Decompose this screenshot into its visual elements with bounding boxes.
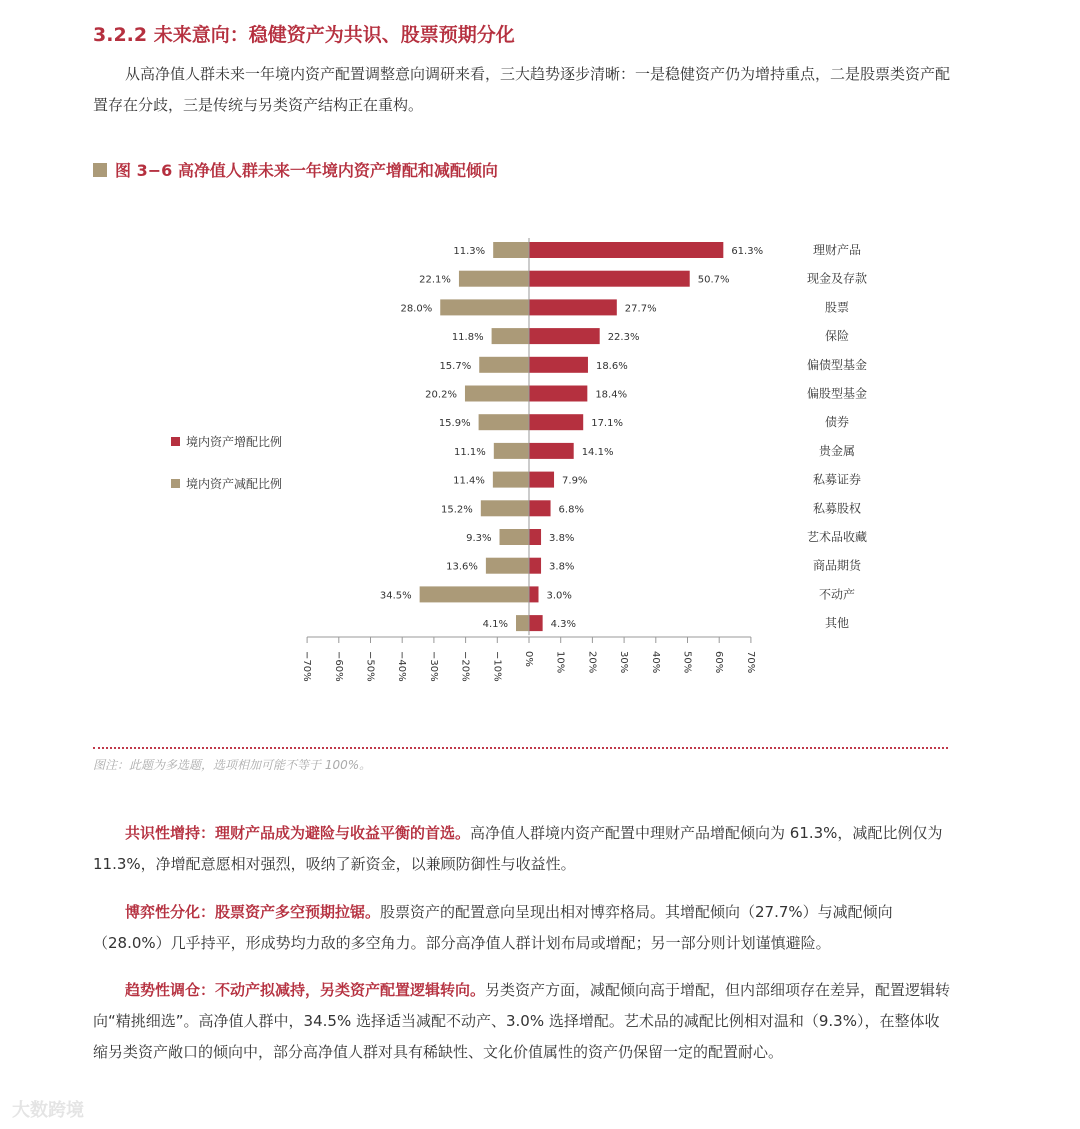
x-tick-label: −70% — [301, 651, 313, 682]
insight-lead: 共识性增持：理财产品成为避险与收益平衡的首选。 — [125, 824, 471, 842]
decrease-value-label: 15.7% — [439, 360, 472, 372]
decrease-bar — [493, 242, 529, 258]
increase-bar — [529, 558, 541, 574]
decrease-value-label: 15.9% — [438, 418, 471, 430]
category-label: 股票 — [824, 300, 850, 315]
category-label: 其他 — [824, 616, 850, 631]
decrease-value-label: 9.3% — [466, 533, 492, 544]
chart-bars — [380, 242, 867, 631]
x-tick-label: 40% — [649, 651, 661, 674]
insight-body: 高净值人群境内资产配置中理财产品增配倾向为 61.3%，减配比例仅为 11.3%，净增配意愿相对强烈，吸纳了新资金，以兼顾防御性与收益性。 — [93, 824, 943, 873]
section-heading: 3.2.2 未来意向：稳健资产为共识、股票预期分化 — [93, 24, 515, 46]
category-label: 偏债型基金 — [806, 357, 868, 372]
figure-marker-icon — [93, 163, 107, 177]
increase-value-label: 61.3% — [731, 246, 764, 257]
category-label: 保险 — [824, 329, 850, 344]
increase-value-label: 7.9% — [562, 475, 588, 487]
decrease-bar — [486, 558, 529, 574]
decrease-bar — [481, 500, 529, 516]
decrease-value-label: 15.2% — [441, 504, 473, 516]
increase-value-label: 17.1% — [591, 418, 623, 430]
decrease-value-label: 11.3% — [453, 246, 486, 257]
legend-label: 境内资产减配比例 — [186, 477, 283, 491]
category-label: 贵金属 — [818, 443, 856, 458]
decrease-value-label: 13.6% — [446, 561, 478, 573]
increase-bar — [529, 443, 574, 459]
chart — [0, 200, 1080, 700]
category-label: 私募证券 — [812, 472, 862, 487]
x-tick-label: 30% — [618, 651, 630, 674]
decrease-value-label: 34.5% — [379, 590, 412, 602]
decrease-bar — [440, 299, 529, 315]
increase-value-label: 14.1% — [581, 446, 614, 458]
category-label: 债券 — [824, 415, 850, 430]
increase-value-label: 6.8% — [558, 504, 584, 516]
increase-value-label: 22.3% — [607, 332, 640, 344]
decrease-bar — [479, 357, 529, 373]
decrease-bar — [420, 586, 529, 602]
decrease-value-label: 22.1% — [419, 274, 451, 286]
chart-legend — [171, 434, 282, 491]
x-tick-label: 0% — [523, 651, 534, 667]
insight-lead: 趋势性调仓：不动产拟减持，另类资产配置逻辑转向。 — [125, 981, 486, 999]
legend-swatch — [171, 479, 180, 488]
intro-paragraph: 从高净值人群未来一年境内资产配置调整意向调研来看，三大趋势逐步清晰：一是稳健资产仍为增持重点，二是股票类资产配置存在分歧，三是传统与另类资产结构正在重构。 — [93, 65, 951, 114]
increase-bar — [529, 386, 587, 402]
insight-body: 另类资产方面，减配倾向高于增配，但内部细项存在差异，配置逻辑转向“精挑细选”。高净值人群中，34.5% 选择适当减配不动产、3.0% 选择增配。艺术品的减配比例相对温和（9.3%），在整体收缩另类资产敞口的倾向中，部分高净值人群对具有稀缺性、文化价值属性的资产仍保留一定的配置耐心。 — [93, 981, 951, 1061]
x-tick-label: 70% — [744, 651, 756, 674]
decrease-value-label: 11.1% — [454, 446, 486, 458]
chart-axis — [301, 238, 756, 682]
increase-value-label: 3.0% — [546, 590, 572, 602]
increase-bar — [529, 529, 541, 545]
insight-paragraph — [93, 897, 953, 959]
decrease-bar — [479, 414, 529, 430]
insight-paragraph — [93, 975, 953, 1068]
insight-paragraph — [93, 818, 953, 880]
figure-title — [93, 158, 498, 181]
watermark-logo: 大数跨境 — [12, 1100, 84, 1121]
decrease-bar — [493, 472, 529, 488]
decrease-bar — [465, 386, 529, 402]
insight-lead: 博弈性分化：股票资产多空预期拉锯。 — [125, 903, 381, 921]
category-label: 现金及存款 — [806, 271, 868, 286]
decrease-value-label: 11.4% — [453, 475, 485, 487]
decrease-bar — [492, 328, 529, 344]
increase-value-label: 3.8% — [549, 533, 575, 544]
increase-value-label: 18.6% — [595, 360, 628, 372]
figure-title-text: 图 3−6 高净值人群未来一年境内资产增配和减配倾向 — [115, 161, 498, 180]
x-tick-label: 10% — [554, 651, 566, 674]
increase-value-label: 27.7% — [624, 303, 657, 315]
increase-value-label: 18.4% — [595, 389, 628, 401]
increase-bar — [529, 357, 588, 373]
decrease-value-label: 20.2% — [425, 389, 457, 401]
x-tick-label: 50% — [681, 651, 693, 674]
decrease-bar — [500, 529, 529, 545]
figure-note: 图注：此题为多选题，选项相加可能不等于 100%。 — [93, 758, 372, 772]
decrease-value-label: 28.0% — [400, 303, 433, 315]
increase-bar — [529, 328, 600, 344]
decrease-value-label: 4.1% — [482, 619, 509, 631]
category-label: 偏股型基金 — [806, 386, 868, 401]
decrease-bar — [516, 615, 529, 631]
decrease-bar — [459, 271, 529, 287]
decrease-bar — [494, 443, 529, 459]
category-label: 私募股权 — [812, 501, 862, 516]
increase-bar — [529, 500, 551, 516]
increase-bar — [529, 472, 554, 488]
x-tick-label: 20% — [586, 651, 598, 674]
increase-bar — [529, 586, 539, 602]
category-label: 不动产 — [818, 587, 856, 602]
increase-value-label: 3.8% — [549, 561, 575, 573]
x-tick-label: −20% — [459, 651, 471, 682]
increase-bar — [529, 414, 583, 430]
category-label: 商品期货 — [812, 558, 862, 573]
dotted-separator — [93, 747, 948, 749]
x-tick-label: −30% — [427, 651, 439, 682]
increase-bar — [529, 271, 690, 287]
category-label: 理财产品 — [812, 243, 862, 257]
x-tick-label: −10% — [491, 651, 503, 682]
increase-value-label: 50.7% — [697, 274, 730, 286]
x-tick-label: −50% — [364, 651, 376, 682]
legend-swatch — [171, 437, 180, 446]
category-label: 艺术品收藏 — [806, 530, 868, 544]
increase-value-label: 4.3% — [550, 619, 577, 631]
increase-bar — [529, 615, 543, 631]
x-tick-label: −40% — [396, 651, 408, 682]
insight-body: 股票资产的配置意向呈现出相对博弈格局。其增配倾向（27.7%）与减配倾向（28.0%）几乎持平，形成势均力敌的多空角力。部分高净值人群计划布局或增配；另一部分则计划谨慎避险。 — [93, 903, 893, 952]
x-tick-label: 60% — [713, 651, 725, 674]
increase-bar — [529, 242, 723, 258]
increase-bar — [529, 299, 617, 315]
decrease-value-label: 11.8% — [451, 332, 484, 344]
legend-label: 境内资产增配比例 — [186, 435, 283, 449]
x-tick-label: −60% — [332, 651, 344, 682]
